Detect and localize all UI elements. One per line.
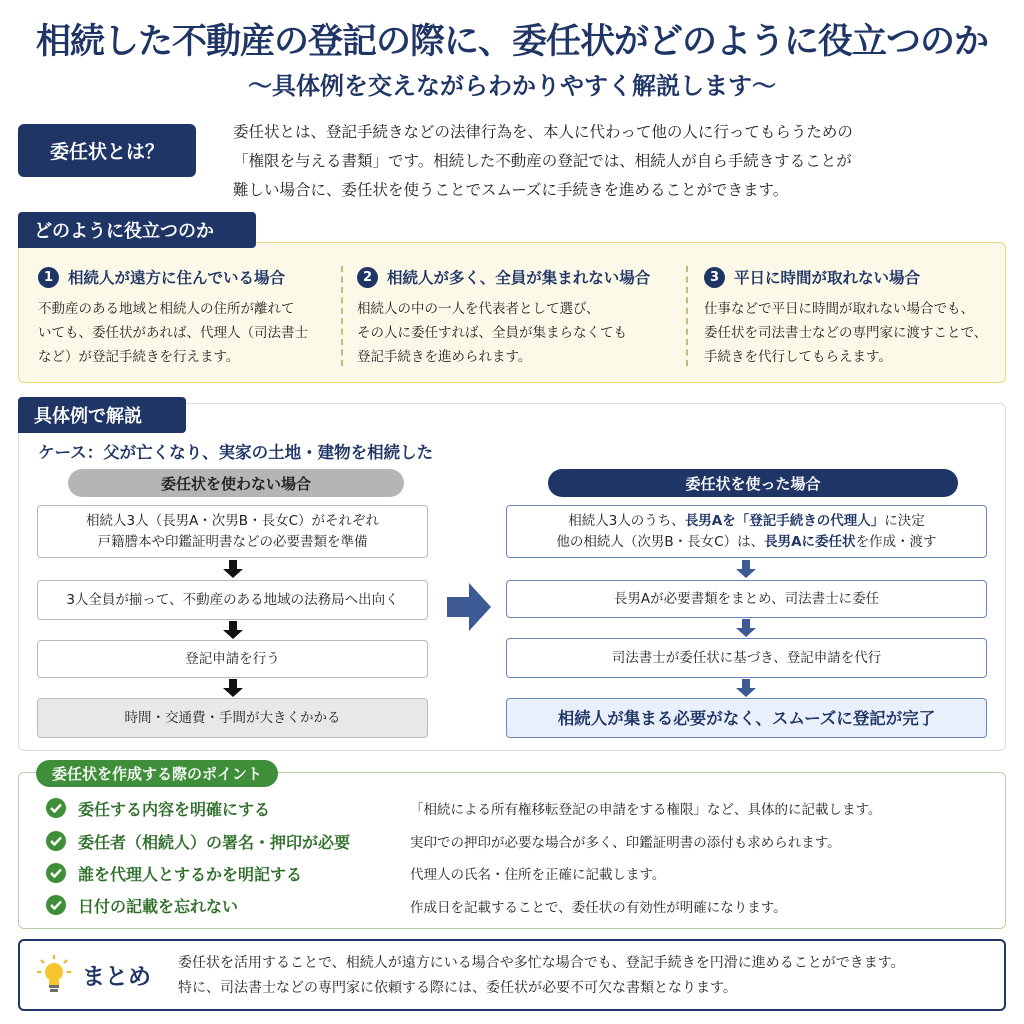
divider [341, 266, 343, 366]
what-is-line: 「権限を与える書類」です。相続した不動産の登記では、相続人が自ら手続きすることが [233, 152, 852, 170]
arrow-down-icon [223, 621, 243, 639]
flow-step-without-1 [37, 505, 428, 558]
check-icon [46, 863, 66, 883]
lightbulb-icon [36, 954, 72, 996]
page-subtitle: ～具体例を交えながらわかりやすく解説します～ [248, 72, 776, 100]
arrow-right-icon [447, 583, 491, 631]
page-title: 相続した不動産の登記の際に、委任状がどのように役立つのか [35, 22, 988, 62]
number-badge: 1 [38, 267, 59, 288]
arrow-down-icon [736, 619, 756, 637]
useful-item-line: など）が登記手続きを行えます。 [38, 349, 240, 365]
points-heading: 委任状を作成する際のポイント [36, 760, 278, 787]
with-proxy-label: 委任状を使った場合 [548, 469, 958, 497]
example-heading: 具体例で解説 [18, 397, 186, 433]
useful-item-line: 委任状を司法書士などの専門家に渡すことで、 [704, 325, 988, 341]
point-label: 委任する内容を明確にする [78, 799, 271, 819]
summary-line: 特に、司法書士などの専門家に依頼する際には、委任状が必要不可欠な書類となります。 [178, 980, 737, 996]
point-item [46, 893, 238, 917]
check-icon [46, 895, 66, 915]
flow-step-without-4 [37, 698, 428, 738]
what-is-label: 委任状とは？ [18, 124, 196, 177]
flow-step-line: 登記申請を行う [185, 650, 280, 667]
flow-step-line: 3人全員が揃って、不動産のある地域の法務局へ出向く [66, 591, 399, 608]
check-icon [46, 831, 66, 851]
useful-item-title: 平日に時間が取れない場合 [734, 269, 921, 287]
flow-step-with-1 [506, 505, 987, 558]
arrow-down-icon [223, 560, 243, 578]
what-is-text [233, 118, 1013, 205]
useful-item-line: その人に委任すれば、全員が集まらなくても [357, 325, 627, 341]
point-description: 作成日を記載することで、委任状の有効性が明確になります。 [410, 900, 787, 916]
point-item [46, 796, 270, 820]
flow-step-with-4 [506, 698, 987, 738]
flow-step-line: 他の相続人（次男B・長女C）は、長男Aに委任状を作成・渡す [556, 533, 937, 550]
point-item [46, 829, 350, 853]
useful-item-2 [357, 266, 677, 376]
point-label: 誰を代理人とするかを明記する [78, 864, 303, 884]
flow-step-line: 相続人が集まる必要がなく、スムーズに登記が完了 [557, 708, 936, 728]
number-badge: 2 [357, 267, 378, 288]
useful-item-1 [38, 266, 338, 376]
arrow-down-icon [736, 560, 756, 578]
check-icon [46, 798, 66, 818]
useful-item-line: 手続きを代行してもらえます。 [704, 349, 892, 365]
useful-item-line: 登記手続きを進められます。 [357, 349, 532, 365]
point-description: 「相続による所有権移転登記の申請をする権限」など、具体的に記載します。 [410, 802, 882, 818]
useful-item-line: 相続人の中の一人を代表者として選び、 [357, 301, 600, 317]
useful-item-3 [704, 266, 1004, 376]
useful-heading: どのように役立つのか [18, 212, 256, 248]
divider [686, 266, 688, 366]
point-item [46, 861, 302, 885]
summary-text [178, 951, 905, 1001]
point-label: 日付の記載を忘れない [78, 896, 239, 916]
case-description: ケース：父が亡くなり、実家の土地・建物を相続した [38, 443, 434, 462]
arrow-down-icon [223, 679, 243, 697]
useful-item-title: 相続人が遠方に住んでいる場合 [68, 269, 286, 287]
point-description: 代理人の氏名・住所を正確に記載します。 [410, 867, 666, 883]
useful-item-line: 不動産のある地域と相続人の住所が離れて [38, 301, 295, 317]
summary-line: 委任状を活用することで、相続人が遠方にいる場合や多忙な場合でも、登記手続きを円滑に進めることができます。 [178, 955, 905, 971]
summary-label: まとめ [82, 964, 151, 990]
flow-step-line: 司法書士が委任状に基づき、登記申請を代行 [611, 649, 882, 666]
flow-step-line: 時間・交通費・手間が大きくかかる [124, 709, 341, 726]
flow-step-with-2 [506, 580, 987, 618]
point-description: 実印での押印が必要な場合が多く、印鑑証明書の添付も求められます。 [410, 835, 841, 851]
flow-step-line: 相続人3人のうち、長男Aを「登記手続きの代理人」に決定 [568, 512, 925, 529]
useful-item-title: 相続人が多く、全員が集まれない場合 [387, 269, 651, 287]
useful-item-line: 仕事などで平日に時間が取れない場合でも、 [704, 301, 974, 317]
flow-step-without-3 [37, 640, 428, 678]
what-is-line: 難しい場合に、委任状を使うことでスムーズに手続きを進めることができます。 [233, 181, 789, 199]
what-is-line: 委任状とは、登記手続きなどの法律行為を、本人に代わって他の人に行ってもらうための [233, 123, 853, 141]
flow-step-with-3 [506, 638, 987, 678]
flow-step-line: 戸籍謄本や印鑑証明書などの必要書類を準備 [97, 533, 368, 550]
flow-step-line: 長男Aが必要書類をまとめ、司法書士に委任 [613, 590, 880, 607]
point-label: 委任者（相続人）の署名・押印が必要 [78, 832, 351, 852]
number-badge: 3 [704, 267, 725, 288]
flow-step-line: 相続人3人（長男A・次男B・長女C）がそれぞれ [85, 512, 379, 529]
without-proxy-label: 委任状を使わない場合 [68, 469, 404, 497]
flow-step-without-2 [37, 580, 428, 620]
useful-item-line: いても、委任状があれば、代理人（司法書士 [38, 325, 308, 341]
arrow-down-icon [736, 679, 756, 697]
